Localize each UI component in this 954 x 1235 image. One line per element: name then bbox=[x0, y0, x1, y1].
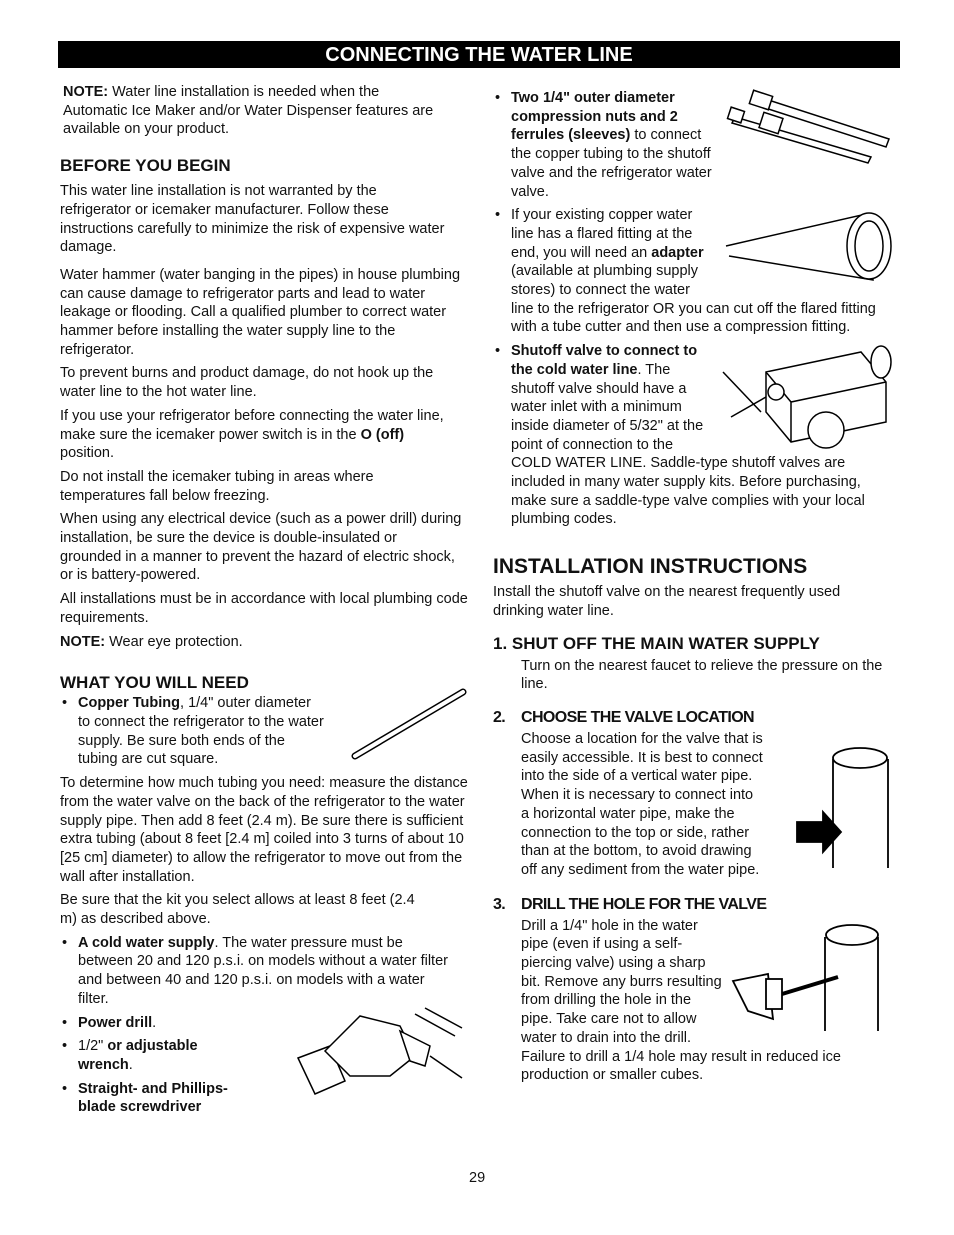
note-text: Wear eye protection. bbox=[105, 633, 243, 650]
text: . The water pressure must be between 20 and 120 p.s.i. on models without a water filter and between 40 and 120 p.s.i. on models with a water filter. bbox=[78, 934, 448, 1007]
text: Drill a 1/4" hole in the water pipe (even if using a self-piercing valve) using a sharp bit. Remove any burrs resulting from drilling the hole in the pipe. Take care not to allow water to drain into the drill. Failure to drill a 1/4 hole may result in reduced ice production or smaller cubes. bbox=[521, 917, 841, 1084]
step-1-heading: 1. SHUT OFF THE MAIN WATER SUPPLY bbox=[493, 633, 820, 653]
paragraph: Be sure that the kit you select allows at least 8 feet (2.4 m) as described above. bbox=[60, 892, 415, 928]
paragraph: Do not install the icemaker tubing in areas where temperatures fall below freezing. bbox=[60, 468, 374, 504]
what-you-will-need-heading: WHAT YOU WILL NEED bbox=[60, 673, 249, 693]
paragraph: All installations must be in accordance with local plumbing code requirements. bbox=[60, 591, 468, 626]
step-number: 3. bbox=[493, 895, 506, 913]
text: Shutoff valve to connect to the cold water line bbox=[511, 343, 698, 378]
installation-instructions-heading: INSTALLATION INSTRUCTIONS bbox=[493, 555, 808, 579]
text: If you use your refrigerator before connecting the water line, make sure the icemaker power switch is in the bbox=[60, 407, 444, 443]
text: position. bbox=[60, 445, 115, 462]
note bbox=[60, 633, 472, 652]
text: Copper Tubing bbox=[78, 695, 181, 712]
list-item bbox=[60, 1037, 248, 1074]
note-label: NOTE: bbox=[60, 633, 106, 650]
text: to connect the copper tubing to the shutoff valve and the refrigerator water valve. bbox=[511, 127, 712, 200]
step-title: CHOOSE THE VALVE LOCATION bbox=[521, 708, 755, 726]
left-column bbox=[60, 83, 472, 1122]
list-item bbox=[493, 206, 893, 337]
paragraph: When using any electrical device (such as a power drill) during installation, be sure the device is double-insulated or grounded in a manner to prevent the hazard of electric shock, or is battery-powered. bbox=[60, 511, 462, 584]
right-column bbox=[493, 89, 893, 1085]
vertical-pipe-illustration bbox=[793, 744, 893, 870]
text: . bbox=[128, 1056, 133, 1073]
list-item bbox=[493, 342, 893, 529]
text: , 1/4" outer diameter to connect the refrigerator to the water supply. Be sure both ends of the tubing are cut square. bbox=[78, 695, 324, 768]
text: Power drill bbox=[78, 1014, 153, 1031]
copper-tubing-illustration bbox=[347, 686, 472, 764]
tools-list bbox=[60, 1014, 472, 1123]
text: or adjustable wrench bbox=[78, 1038, 198, 1073]
list-item bbox=[60, 694, 472, 769]
text: Two 1/4" outer diameter compression nuts and 2 ferrules (sleeves) bbox=[511, 90, 678, 144]
text: A cold water supply bbox=[78, 934, 215, 951]
text: . bbox=[152, 1014, 157, 1031]
step-1-text: Turn on the nearest faucet to relieve the pressure on the line. bbox=[521, 657, 883, 693]
note-text: Water line installation is needed when the Automatic Ice Maker and/or Water Dispenser features are available on your product. bbox=[63, 84, 434, 138]
list-item bbox=[60, 934, 458, 1009]
paragraph: To prevent burns and product damage, do not hook up the water line to the hot water line. bbox=[60, 365, 434, 401]
paragraph: To determine how much tubing you need: measure the distance from the water valve on the back of the refrigerator to the water supply pipe. Then add 8 feet (2.4 m). Be sure there is sufficient extra tubing (about 8 feet [2.4 m] coiled into 3 turns of about 10 [25 cm] diameter) to allow the refrigerator to move out from the wall after installation. bbox=[60, 775, 468, 885]
text: Choose a location for the valve that is easily accessible. It is best to connect into the side of a vertical water pipe. When it is necessary to connect into a horizontal water pipe, make the connection to the top or side, rather than at the bottom, to avoid drawing off any sediment from the water pipe. bbox=[521, 730, 763, 878]
note bbox=[63, 83, 443, 139]
list-item bbox=[60, 1014, 472, 1033]
note-label: NOTE: bbox=[63, 84, 109, 100]
text: . The shutoff valve should have a water inlet with a minimum inside diameter of 5/32" at the point of connection to the COLD WATER LINE. Saddle-type shutoff valves are included in many water supply kits. Before purchasing, make sure a saddle-type valve complies with your local plumbing codes. bbox=[511, 361, 865, 528]
flared-fitting-illustration bbox=[721, 206, 893, 292]
compression-nuts-illustration bbox=[721, 89, 893, 164]
before-you-begin-heading: BEFORE YOU BEGIN bbox=[60, 156, 231, 176]
list-item bbox=[493, 89, 893, 201]
step-2-text bbox=[521, 730, 893, 880]
text: If your existing copper water line has a flared fitting at the end, you will need an bbox=[511, 207, 693, 261]
paragraph: This water line installation is not warranted by the refrigerator or icemaker manufacturer. Follow these instructions carefully to minimize the risk of expensive water damage. bbox=[60, 183, 445, 256]
page-number: 29 bbox=[469, 1170, 486, 1186]
step-number: 2. bbox=[493, 708, 506, 726]
text: Straight- and Phillips-blade screwdriver bbox=[78, 1080, 228, 1116]
text: 1/2" bbox=[78, 1038, 108, 1055]
text: O (off) bbox=[360, 426, 405, 443]
text: (available at plumbing supply stores) to connect the water line to the refrigerator OR you can cut off the flared fitting with a tube cutter and then use a compression fitting. bbox=[511, 263, 876, 336]
step-3-heading bbox=[493, 895, 893, 915]
paragraph: Install the shutoff valve on the nearest frequently used drinking water line. bbox=[493, 584, 841, 619]
step-title: DRILL THE HOLE FOR THE VALVE bbox=[521, 895, 767, 913]
step-2-heading bbox=[493, 708, 893, 728]
paragraph bbox=[60, 407, 455, 463]
page-header: CONNECTING THE WATER LINE bbox=[58, 41, 900, 68]
text: adapter bbox=[651, 244, 704, 261]
list-item bbox=[60, 1080, 258, 1117]
paragraph: Water hammer (water banging in the pipes) in house plumbing can cause damage to refrigerator parts and lead to water leakage or flooding. Call a qualified plumber to correct water hammer before installing the water supply line to the refrigerator. bbox=[60, 266, 461, 358]
shutoff-valve-illustration bbox=[721, 342, 893, 450]
drilling-pipe-illustration bbox=[728, 919, 893, 1034]
step-3-text bbox=[521, 917, 893, 1085]
